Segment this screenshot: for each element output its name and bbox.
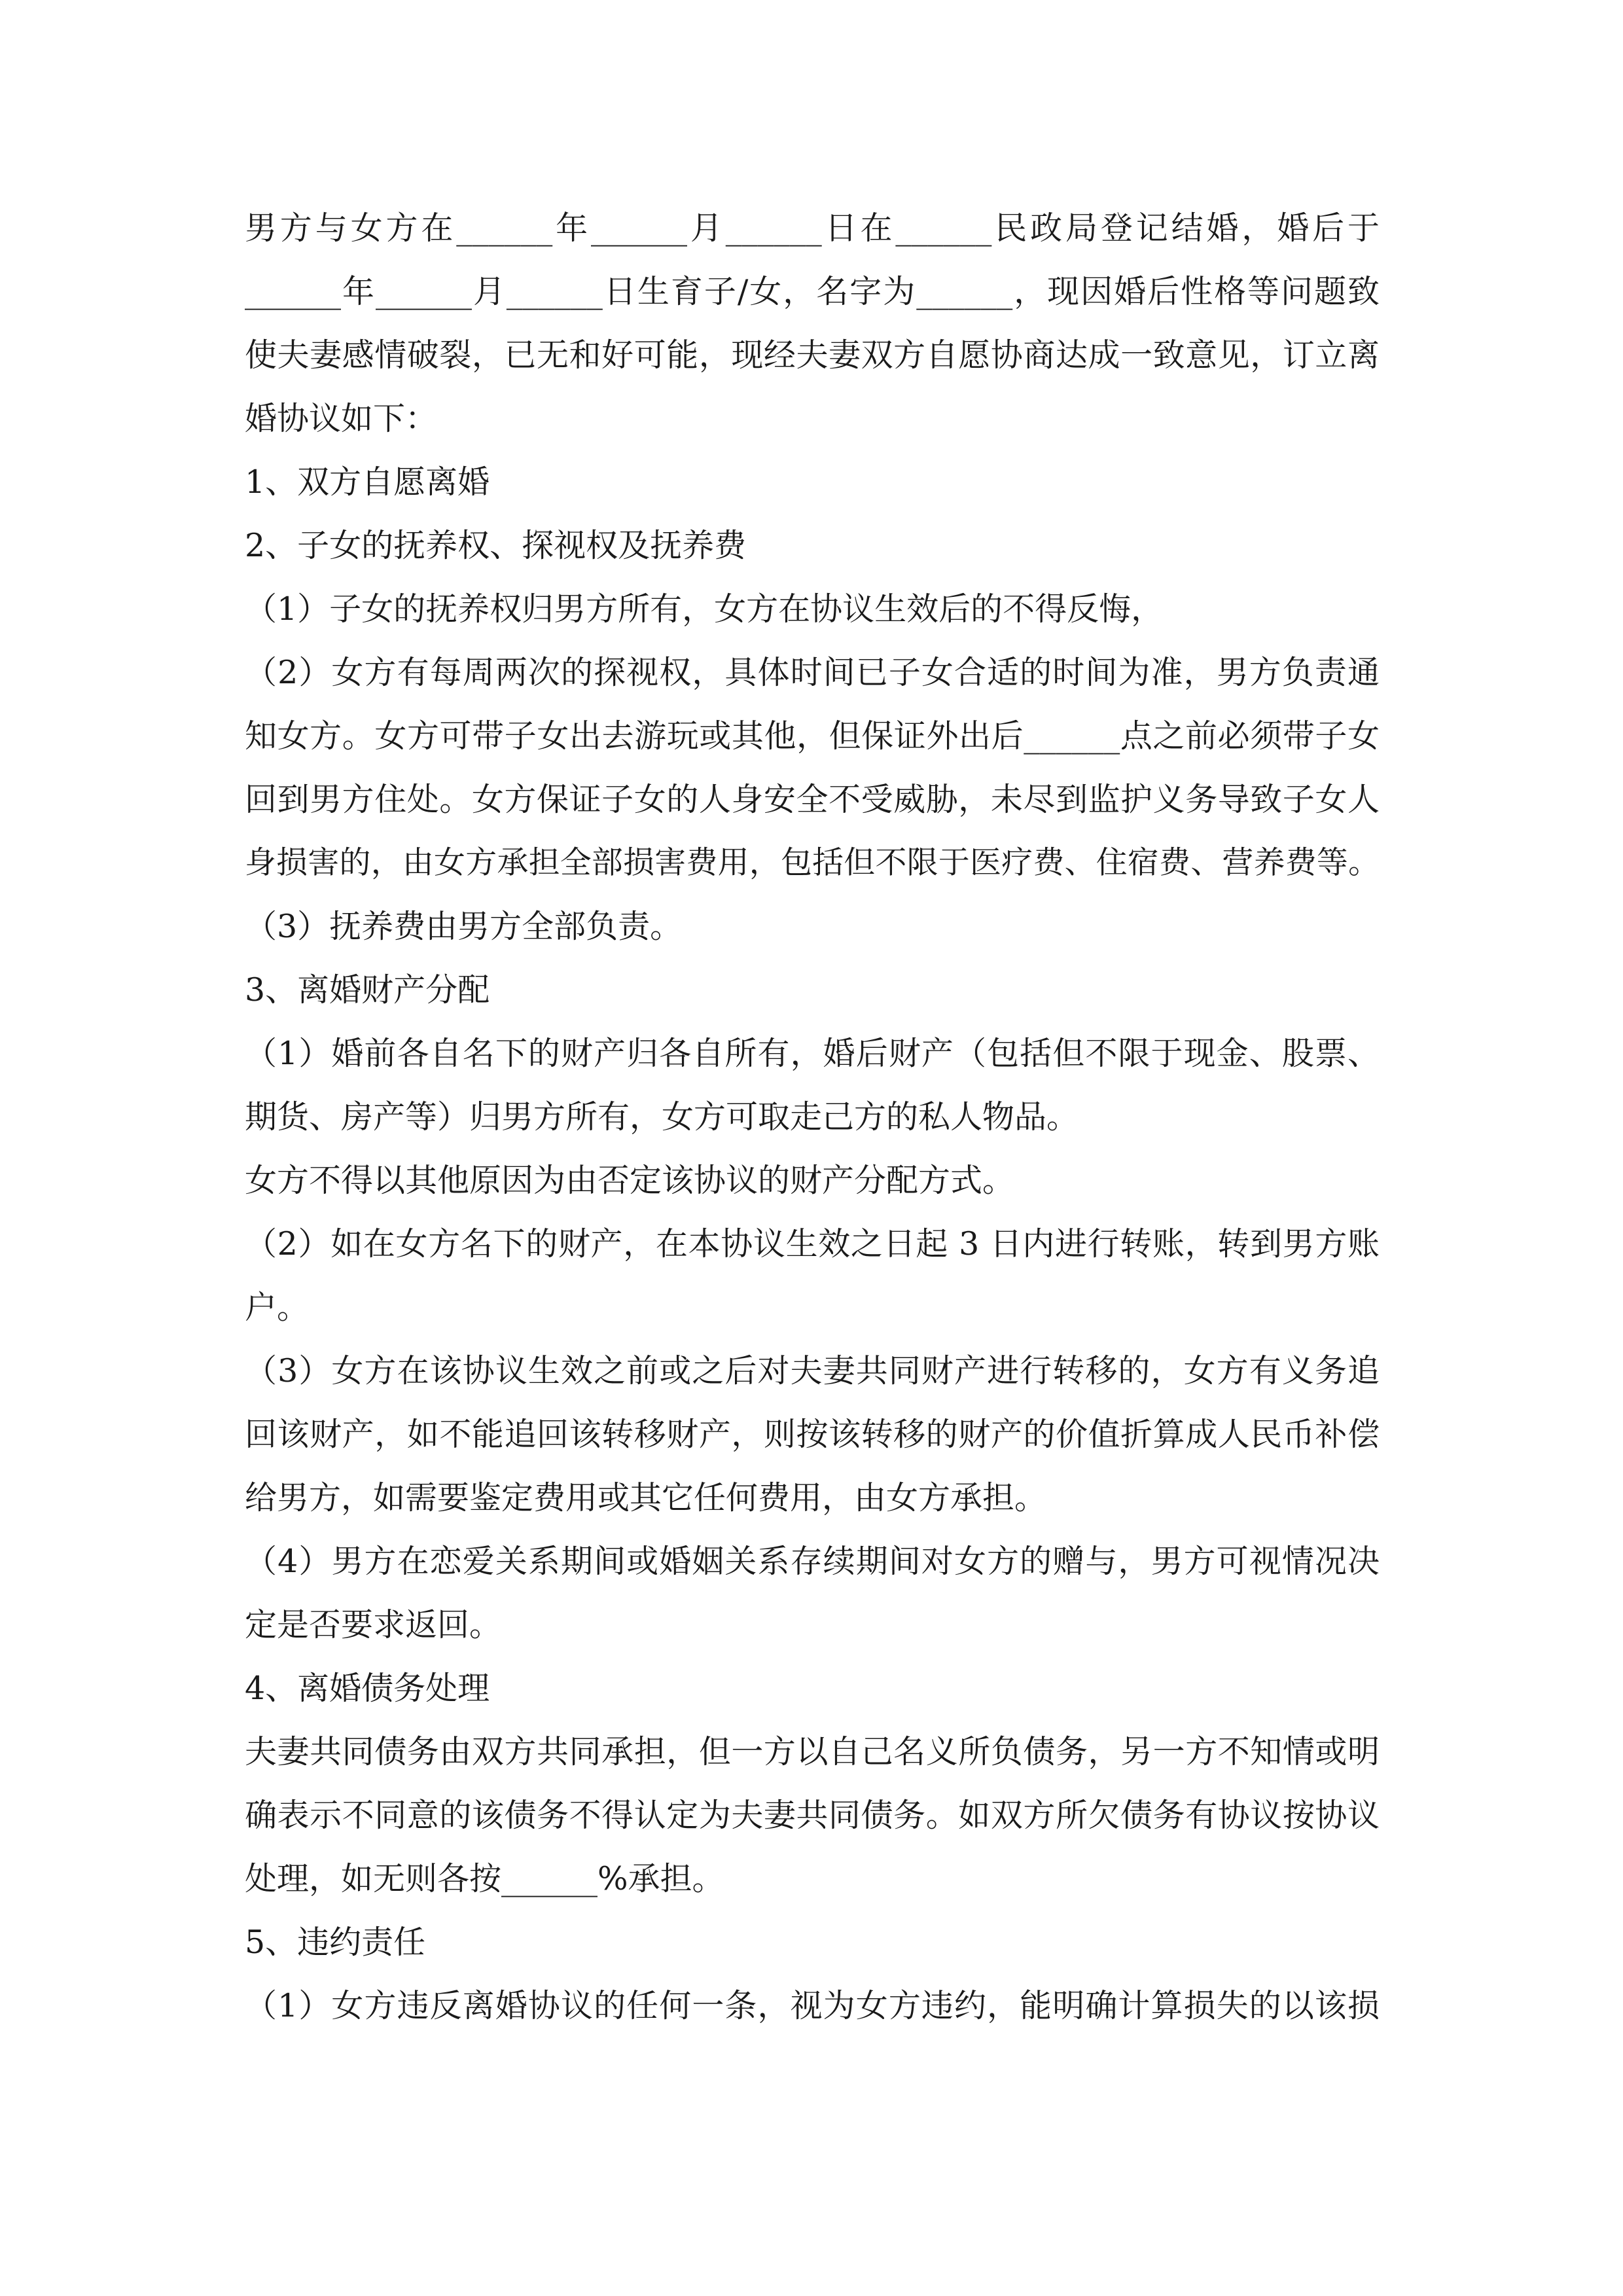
document-line: （4）男方在恋爱关系期间或婚姻关系存续期间对女方的赠与，男方可视情况决 <box>245 1543 1380 1580</box>
document-line: 男方与女方在______年______月______日在______民政局登记结婚，婚后于 <box>245 209 1380 247</box>
document-line: 2、子女的抚养权、探视权及抚养费 <box>245 527 747 564</box>
document-line: （3）抚养费由男方全部负责。 <box>245 908 683 945</box>
document-line: （2）女方有每周两次的探视权，具体时间已子女合适的时间为准，男方负责通 <box>245 654 1380 691</box>
document-line: 确表示不同意的该债务不得认定为夫妻共同债务。如双方所欠债务有协议按协议 <box>245 1797 1380 1834</box>
document-line: 使夫妻感情破裂，已无和好可能，现经夫妻双方自愿协商达成一致意见，订立离 <box>245 336 1380 374</box>
document-line: 3、离婚财产分配 <box>245 971 490 1009</box>
document-line: 期货、房产等）归男方所有，女方可取走己方的私人物品。 <box>245 1098 1079 1136</box>
document-line: 1、双方自愿离婚 <box>245 463 490 501</box>
document-line: 处理，如无则各按______%承担。 <box>245 1860 724 1897</box>
document-line: ______年______月______日生育子/女，名字为______，现因婚后性格等问题致 <box>245 273 1380 310</box>
document-line: 女方不得以其他原因为由否定该协议的财产分配方式。 <box>245 1162 1015 1199</box>
document-body <box>245 196 1380 2037</box>
document-line: （3）女方在该协议生效之前或之后对夫妻共同财产进行转移的，女方有义务追 <box>245 1352 1380 1390</box>
document-line: 4、离婚债务处理 <box>245 1670 490 1707</box>
document-line: 婚协议如下： <box>245 400 438 437</box>
document-line: （1）婚前各自名下的财产归各自所有，婚后财产（包括但不限于现金、股票、 <box>245 1035 1380 1072</box>
document-line: 定是否要求返回。 <box>245 1606 502 1643</box>
document-line: （2）如在女方名下的财产，在本协议生效之日起 3 日内进行转账，转到男方账 <box>245 1225 1380 1263</box>
document-line: 5、违约责任 <box>245 1924 426 1961</box>
document-line: 回该财产，如不能追回该转移财产，则按该转移的财产的价值折算成人民币补偿 <box>245 1416 1380 1453</box>
document-line: 身损害的，由女方承担全部损害费用，包括但不限于医疗费、住宿费、营养费等。 <box>245 845 1380 881</box>
document-line: 户。 <box>245 1289 310 1326</box>
document-line: 夫妻共同债务由双方共同承担，但一方以自己名义所负债务，另一方不知情或明 <box>245 1733 1380 1770</box>
document-line: （1）女方违反离婚协议的任何一条，视为女方违约，能明确计算损失的以该损 <box>245 1987 1380 2024</box>
document-line: 知女方。女方可带子女出去游玩或其他，但保证外出后______点之前必须带子女 <box>245 717 1380 755</box>
document-line: 给男方，如需要鉴定费用或其它任何费用，由女方承担。 <box>245 1479 1047 1516</box>
document-line: （1）子女的抚养权归男方所有，女方在协议生效后的不得反悔， <box>245 590 1164 628</box>
document-line: 回到男方住处。女方保证子女的人身安全不受威胁，未尽到监护义务导致子女人 <box>245 781 1380 818</box>
